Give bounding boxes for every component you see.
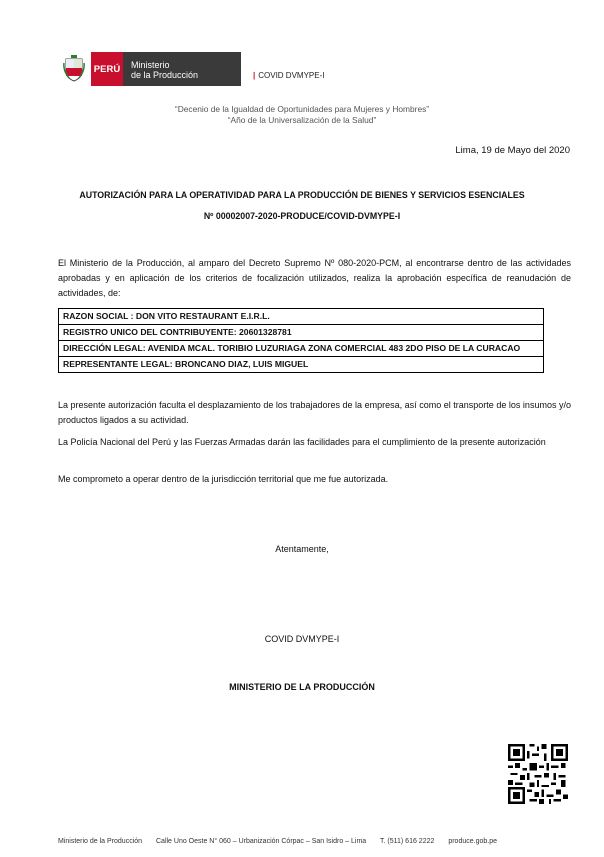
direccion-cell: DIRECCIÓN LEGAL: AVENIDA MCAL. TORIBIO LUZURIAGA ZONA COMERCIAL 483 2DO PISO DE LA CURACAO (59, 341, 544, 357)
footer-phone: T. (511) 616 2222 (380, 838, 435, 845)
intro-paragraph: El Ministerio de la Producción, al amparo del Decreto Supremo Nº 080-2020-PCM, al encontrarse dentro de las actividades aprobadas y en aplicación de los criterios de focalización utilizados, realiza la aprobación específica de reanudación de actividades, de: (58, 258, 571, 298)
razon-social-cell: RAZON SOCIAL : DON VITO RESTAURANT E.I.R.L. (59, 309, 544, 325)
ministry-name-line2: de la Producción (131, 70, 199, 80)
representante-cell: REPRESENTANTE LEGAL: BRONCANO DIAZ, LUIS MIGUEL (59, 357, 544, 373)
document-number: Nº 00002007-2020-PRODUCE/COVID-DVMYPE-I (203, 211, 401, 221)
office-tag-text: COVID DVMYPE-I (258, 71, 325, 80)
decenio-line2: “Año de la Universalización de la Salud” (227, 115, 377, 125)
paragraph-jurisdiction: Me comprometo a operar dentro de la jurisdicción territorial que me fue autorizada. (58, 474, 389, 484)
decenio-slogan (0, 104, 604, 126)
document-date: Lima, 19 de Mayo del 2020 (455, 145, 570, 156)
office-tag-bar: | (253, 71, 256, 80)
signature-ministry: MINISTERIO DE LA PRODUCCIÓN (229, 682, 375, 692)
footer-address: Calle Uno Oeste N° 060 – Urbanización Córpac – San Isidro – Lima (156, 838, 367, 845)
paragraph-police: La Policía Nacional del Perú y las Fuerzas Armadas darán las facilidades para el cumplimiento de la presente autorización (58, 437, 546, 447)
office-tag (253, 71, 324, 80)
decenio-line1: “Decenio de la Igualdad de Oportunidades para Mujeres y Hombres” (174, 104, 430, 114)
peru-logo-box: PERÚ (91, 52, 123, 86)
footer-ministry: Ministerio de la Producción (58, 838, 143, 845)
closing-text: Atentamente, (275, 544, 329, 554)
peru-coat-of-arms-icon (63, 55, 85, 82)
paragraph-transport: La presente autorización faculta el desplazamiento de los trabajadores de la empresa, así como el transporte de los insumos y/o productos ligados a su actividad. (58, 400, 571, 425)
page-footer (58, 838, 509, 845)
qr-code-icon (508, 744, 568, 804)
ruc-cell: REGISTRO UNICO DEL CONTRIBUYENTE: 20601328781 (59, 325, 544, 341)
ministry-logo-box (123, 52, 241, 86)
signature-office: COVID DVMYPE-I (264, 634, 340, 644)
ministry-name-line1: Ministerio (131, 60, 170, 70)
document-title: AUTORIZACIÓN PARA LA OPERATIVIDAD PARA LA PRODUCCIÓN DE BIENES Y SERVICIOS ESENCIALES (79, 190, 525, 200)
ministry-header (59, 52, 359, 86)
company-info-table (58, 308, 544, 373)
footer-web: produce.gob.pe (448, 838, 497, 845)
